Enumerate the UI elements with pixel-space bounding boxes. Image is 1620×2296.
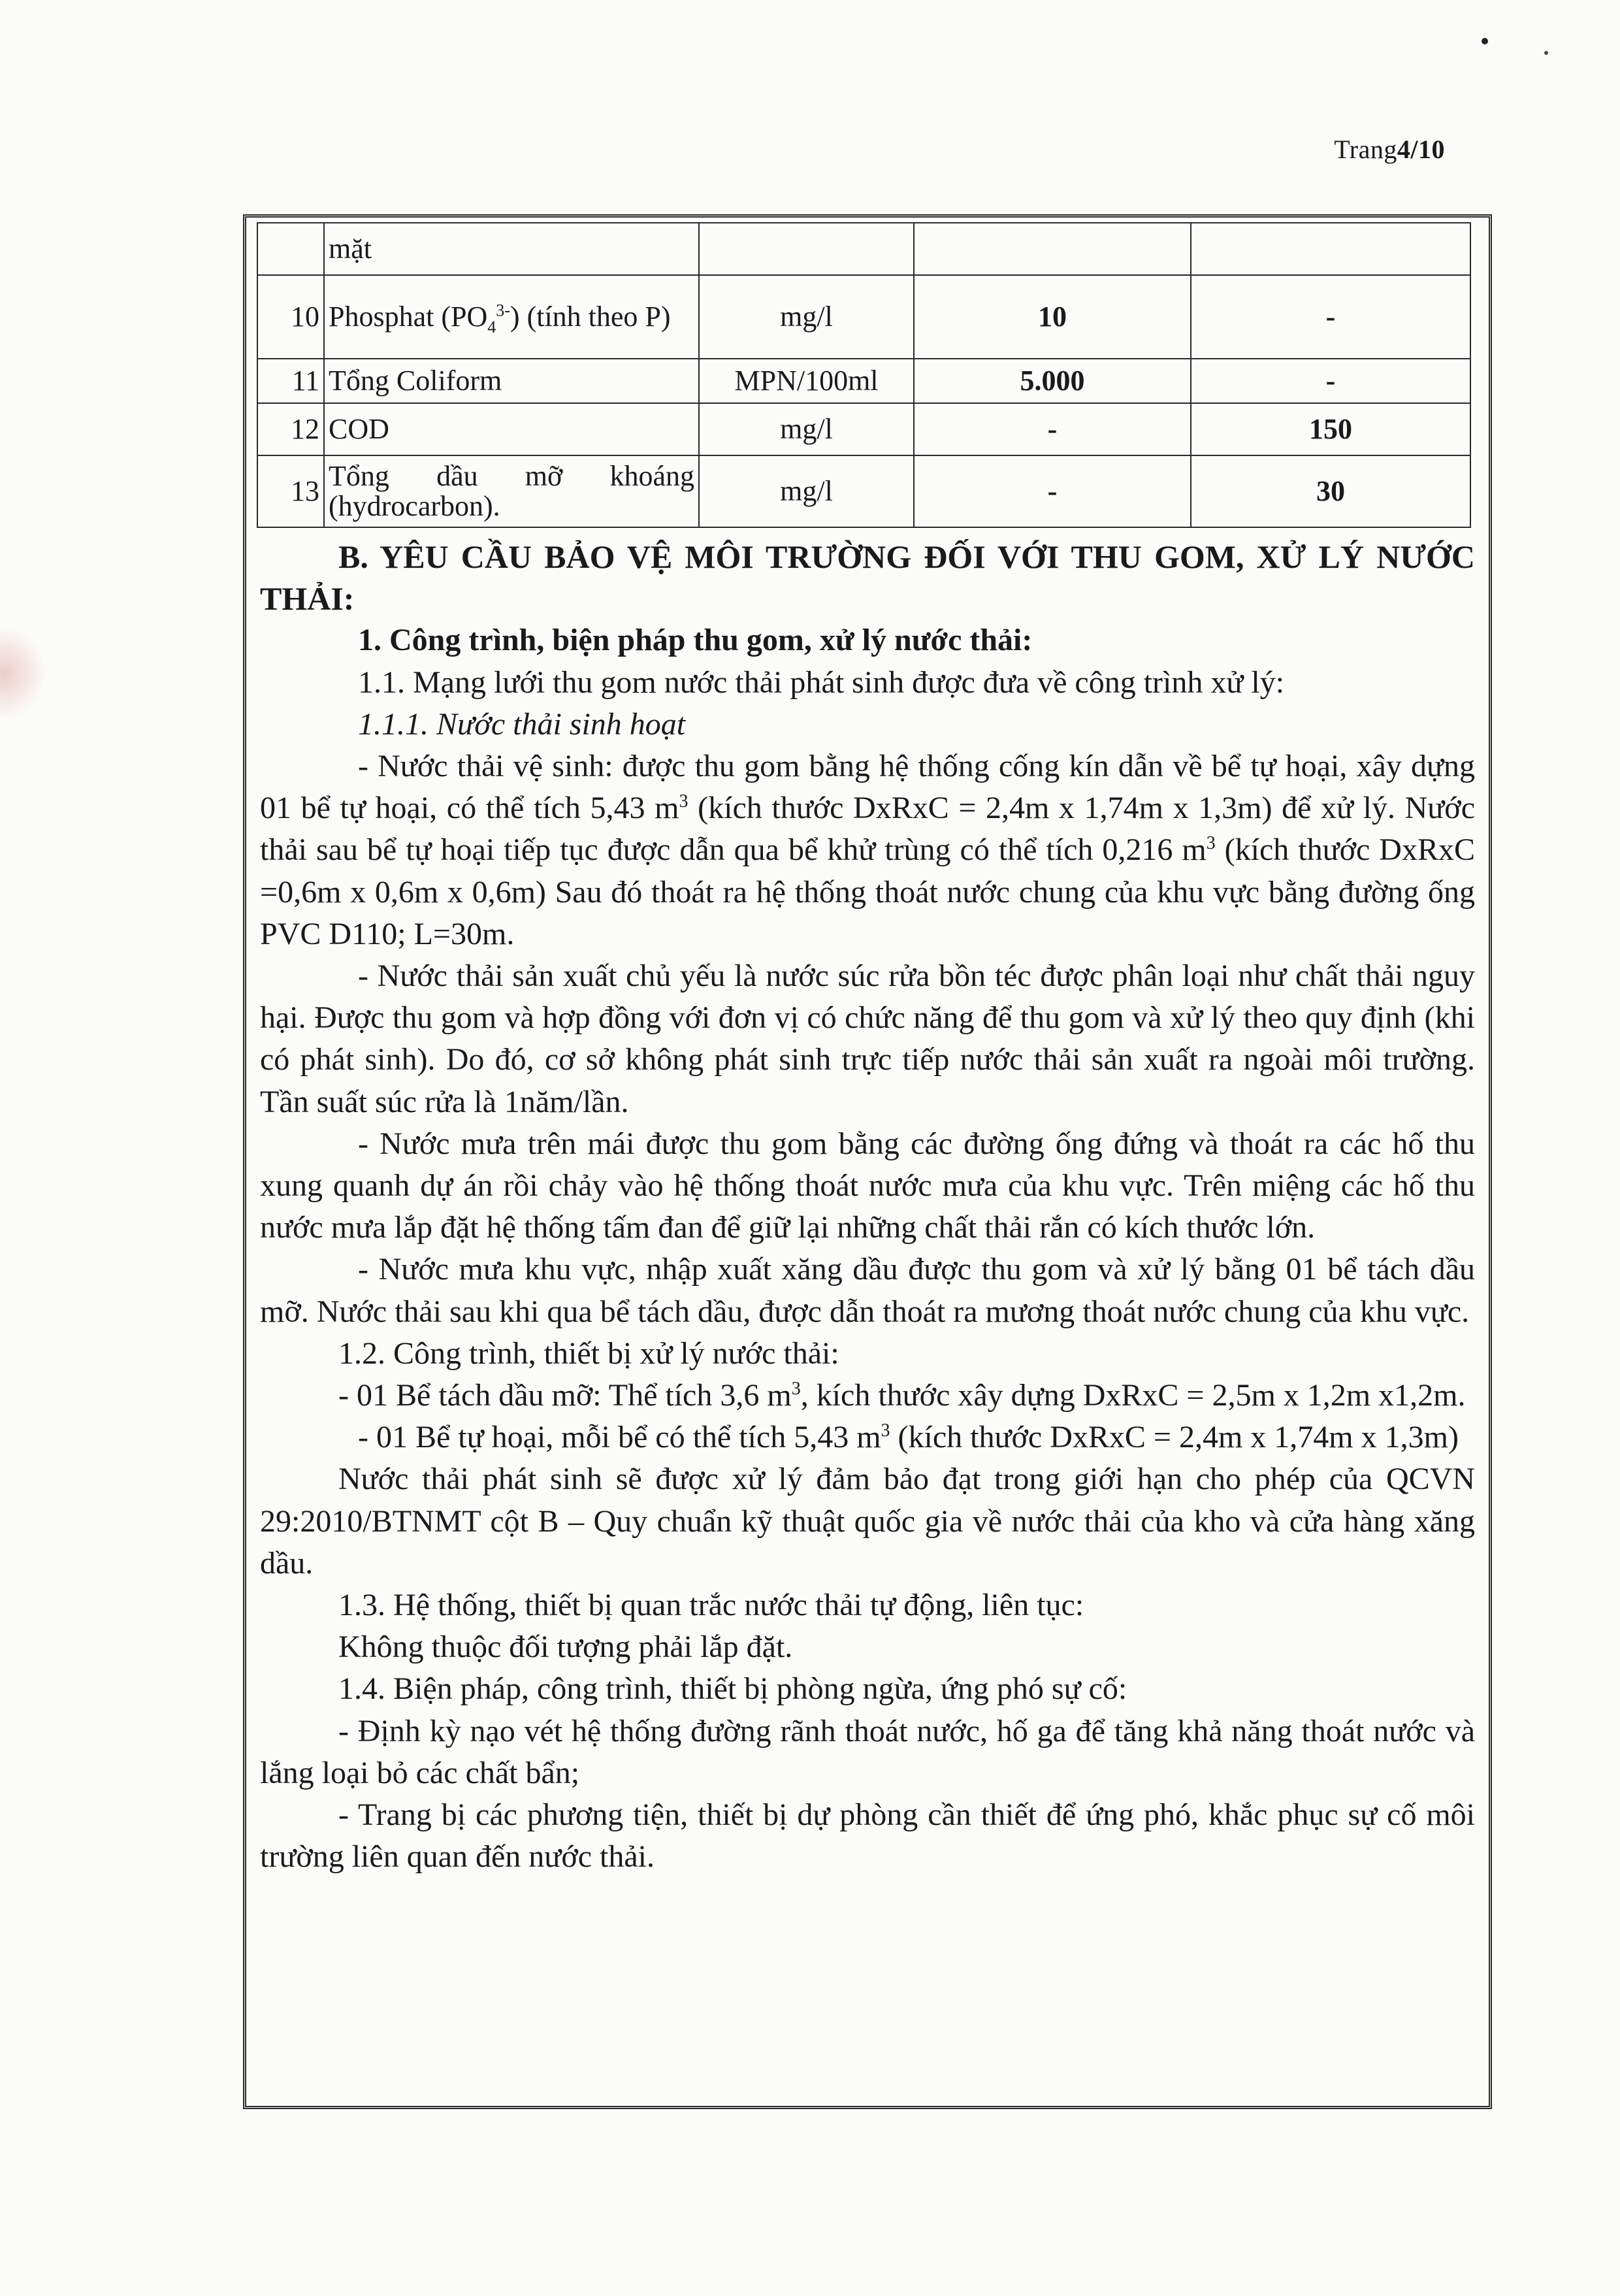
cell-no: 10 bbox=[257, 275, 324, 359]
cell-unit bbox=[699, 223, 914, 275]
paragraph-qcvn: Nước thải phát sinh sẽ được xử lý đảm bảo đạt trong giới hạn cho phép của QCVN 29:2010/BTNMT cột B – Quy chuẩn kỹ thuật quốc gia về nước thải của kho và cửa hàng xăng dầu. bbox=[260, 1462, 1475, 1581]
cell-no bbox=[257, 223, 324, 275]
cell-col-a bbox=[914, 223, 1191, 275]
cell-unit: mg/l bbox=[699, 455, 914, 527]
cell-no: 11 bbox=[257, 359, 324, 403]
section-1-heading: 1. Công trình, biện pháp thu gom, xử lý nước thải: bbox=[358, 623, 1033, 658]
cell-col-a: - bbox=[914, 403, 1191, 455]
cell-name: COD bbox=[324, 403, 699, 455]
cell-col-b: 30 bbox=[1191, 455, 1470, 527]
cell-col-a: - bbox=[914, 455, 1191, 527]
cell-col-b: - bbox=[1191, 275, 1470, 359]
cell-name: mặt bbox=[324, 223, 699, 275]
scan-stain bbox=[0, 627, 46, 719]
cell-unit: MPN/100ml bbox=[699, 359, 914, 403]
subsection-1-1-1: 1.1.1. Nước thải sinh hoạt bbox=[358, 706, 686, 742]
subsection-1-2: 1.2. Công trình, thiết bị xử lý nước thải: bbox=[338, 1336, 839, 1371]
scan-speck bbox=[1544, 51, 1548, 55]
page-number: Trang4/10 bbox=[1334, 135, 1445, 164]
table-row bbox=[257, 359, 1470, 403]
cell-name: Tổng Coliform bbox=[324, 359, 699, 403]
cell-col-a: 5.000 bbox=[914, 359, 1191, 403]
cell-col-a: 10 bbox=[914, 275, 1191, 359]
paragraph-nuoc-thai-ve-sinh: - Nước thải vệ sinh: được thu gom bằng hệ thống cống kín dẫn về bể tự hoại, xây dựng 01 bể tự hoại, có thể tích 5,43 $m^3$ (kích thước DxRxC = 2,4m x 1,74m x 1,3m) để xử lý. Nước thải sau bể tự hoại tiếp tục được dẫn qua bể khử trùng có thể tích 0,216 $m^3$ (kích thước DxRxC =0,6m x 0,6m x 0,6m) Sau đó thoát ra hệ thống thoát nước chung của khu vực bằng đường ống PVC D110; L=30m. bbox=[260, 749, 1475, 951]
table-row bbox=[257, 403, 1470, 455]
table-row bbox=[257, 455, 1470, 527]
subsection-1-4: 1.4. Biện pháp, công trình, thiết bị phòng ngừa, ứng phó sự cố: bbox=[338, 1671, 1127, 1707]
paragraph-nuoc-mua-khu-vuc: - Nước mưa khu vực, nhập xuất xăng dầu được thu gom và xử lý bằng 01 bể tách dầu mỡ. Nước thải sau khi qua bể tách dầu, được dẫn thoát ra mương thoát nước chung của khu vực. bbox=[260, 1252, 1475, 1329]
subsection-1-3: 1.3. Hệ thống, thiết bị quan trắc nước thải tự động, liên tục: bbox=[338, 1588, 1084, 1623]
parameter-table bbox=[257, 222, 1471, 528]
paragraph-be-tu-hoai: - 01 Bể tự hoại, mỗi bể có thể tích 5,43 $m^3$ (kích thước DxRxC = 2,4m x 1,74m x 1,3m) bbox=[358, 1420, 1459, 1455]
paragraph-khong-thuoc: Không thuộc đối tượng phải lắp đặt. bbox=[338, 1630, 793, 1665]
section-b-heading: B. YÊU CẦU BẢO VỆ MÔI TRƯỜNG ĐỐI VỚI THU GOM, XỬ LÝ NƯỚC THẢI: bbox=[260, 538, 1475, 617]
table-row bbox=[257, 223, 1470, 275]
paragraph-nuoc-thai-san-xuat: - Nước thải sản xuất chủ yếu là nước súc rửa bồn téc được phân loại như chất thải nguy hại. Được thu gom và hợp đồng với đơn vị có chức năng để thu gom và xử lý theo quy định (khi có phát sinh). Do đó, cơ sở không phát sinh trực tiếp nước thải sản xuất ra ngoài môi trường. Tần suất súc rửa là 1năm/lần. bbox=[260, 959, 1475, 1119]
paragraph-nuoc-mua-mai: - Nước mưa trên mái được thu gom bằng các đường ống đứng và thoát ra các hố thu xung quanh dự án rồi chảy vào hệ thống thoát nước mưa của khu vực. Trên miệng các hố thu nước mưa lắp đặt hệ thống tấm đan để giữ lại những chất thải rắn có kích thước lớn. bbox=[260, 1126, 1475, 1245]
cell-col-b: 150 bbox=[1191, 403, 1470, 455]
paragraph-be-tach-dau: - 01 Bể tách dầu mỡ: Thể tích 3,6 $m^3$, kích thước xây dựng DxRxC = 2,5m x 1,2m x1,2m. bbox=[338, 1378, 1466, 1413]
table-row bbox=[257, 275, 1470, 359]
paragraph-dinh-ky: - Định kỳ nạo vét hệ thống đường rãnh thoát nước, hố ga để tăng khả năng thoát nước và lắng loại bỏ các chất bẩn; bbox=[260, 1713, 1475, 1790]
cell-unit: mg/l bbox=[699, 403, 914, 455]
cell-name: Phosphat $(PO_4^{3-})$ (tính theo P) bbox=[324, 275, 699, 359]
subsection-1-1: 1.1. Mạng lưới thu gom nước thải phát sinh được đưa về công trình xử lý: bbox=[358, 664, 1285, 700]
paragraph-trang-bi: - Trang bị các phương tiện, thiết bị dự phòng cần thiết để ứng phó, khắc phục sự cố môi trường liên quan đến nước thải. bbox=[260, 1797, 1475, 1875]
cell-name: Tổng dầu mỡ khoáng (hydrocarbon). bbox=[324, 455, 699, 527]
cell-no: 13 bbox=[257, 455, 324, 527]
cell-col-b: - bbox=[1191, 359, 1470, 403]
cell-no: 12 bbox=[257, 403, 324, 455]
cell-unit: mg/l bbox=[699, 275, 914, 359]
document-body bbox=[260, 536, 1475, 1878]
cell-col-b bbox=[1191, 223, 1470, 275]
scan-speck bbox=[1482, 38, 1488, 44]
